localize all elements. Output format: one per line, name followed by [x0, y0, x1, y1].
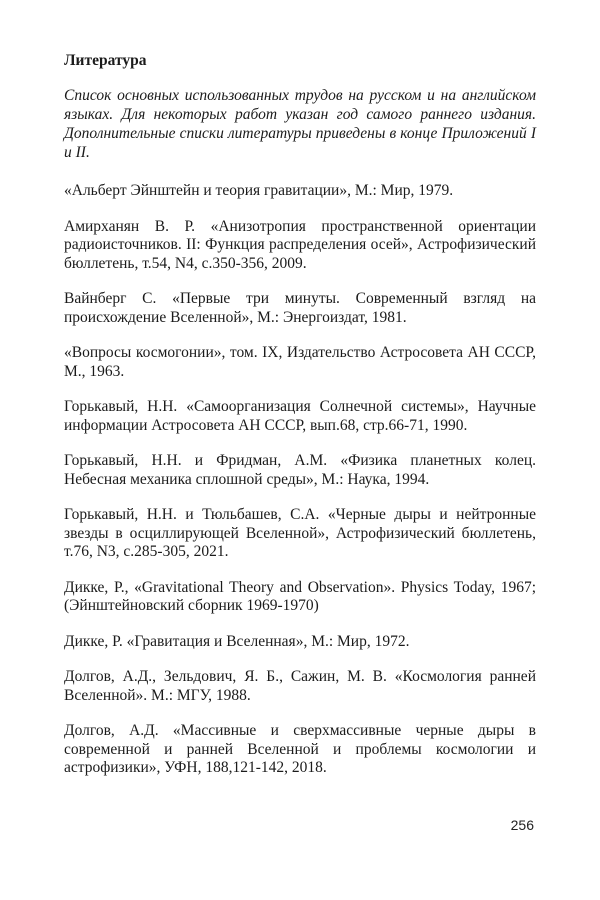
reference-item: «Вопросы космогонии», том. IX, Издательство Астросовета АН СССР, М., 1963. [64, 344, 536, 380]
reference-item: Вайнберг С. «Первые три минуты. Современный взгляд на происхождение Вселенной», М.: Энергоиздат, 1981. [64, 290, 536, 326]
reference-item: Горькавый, Н.Н. «Самоорганизация Солнечной системы», Научные информации Астросовета АН СССР, вып.68, стр.66-71, 1990. [64, 398, 536, 434]
reference-item: Долгов, А.Д., Зельдович, Я. Б., Сажин, М. В. «Космология ранней Вселенной». М.: МГУ, 1988. [64, 668, 536, 704]
reference-item: «Альберт Эйнштейн и теория гравитации», М.: Мир, 1979. [64, 182, 454, 199]
intro-paragraph: Список основных использованных трудов на русском и на английском языках. Для некоторых работ указан год самого раннего издания. Дополнительные списки литературы приведены в конце Приложений I и II. [64, 87, 536, 161]
reference-item: Дикке, Р. «Гравитация и Вселенная», М.: Мир, 1972. [64, 632, 410, 650]
reference-item: Долгов, А.Д. «Массивные и сверхмассивные черные дыры в современной и ранней Вселенной и проблемы космологии и астрофизики», УФН, 188,121-142, 2018. [64, 722, 536, 776]
reference-item: Горькавый, Н.Н. и Фридман, А.М. «Физика планетных колец. Небесная механика сплошной среды», М.: Наука, 1994. [64, 452, 536, 488]
page-content [64, 52, 536, 795]
reference-item: Горькавый, Н.Н. и Тюльбашев, С.А. «Черные дыры и нейтронные звезды в осциллирующей Вселенной», Астрофизический бюллетень, т.76, N3, с.285-305, 2021. [64, 506, 536, 560]
page-number: 256 [510, 817, 534, 833]
reference-item: Амирханян В. Р. «Анизотропия пространственной ориентации радиоисточников. II: Функция распределения осей», Астрофизический бюллетень, т.54, N4, с.350-356, 2009. [64, 217, 536, 272]
reference-item: Дикке, Р., «Gravitational Theory and Observation». Physics Today, 1967; (Эйнштейновский сборник 1969-1970) [64, 578, 536, 614]
page-title: Литература [64, 52, 147, 69]
